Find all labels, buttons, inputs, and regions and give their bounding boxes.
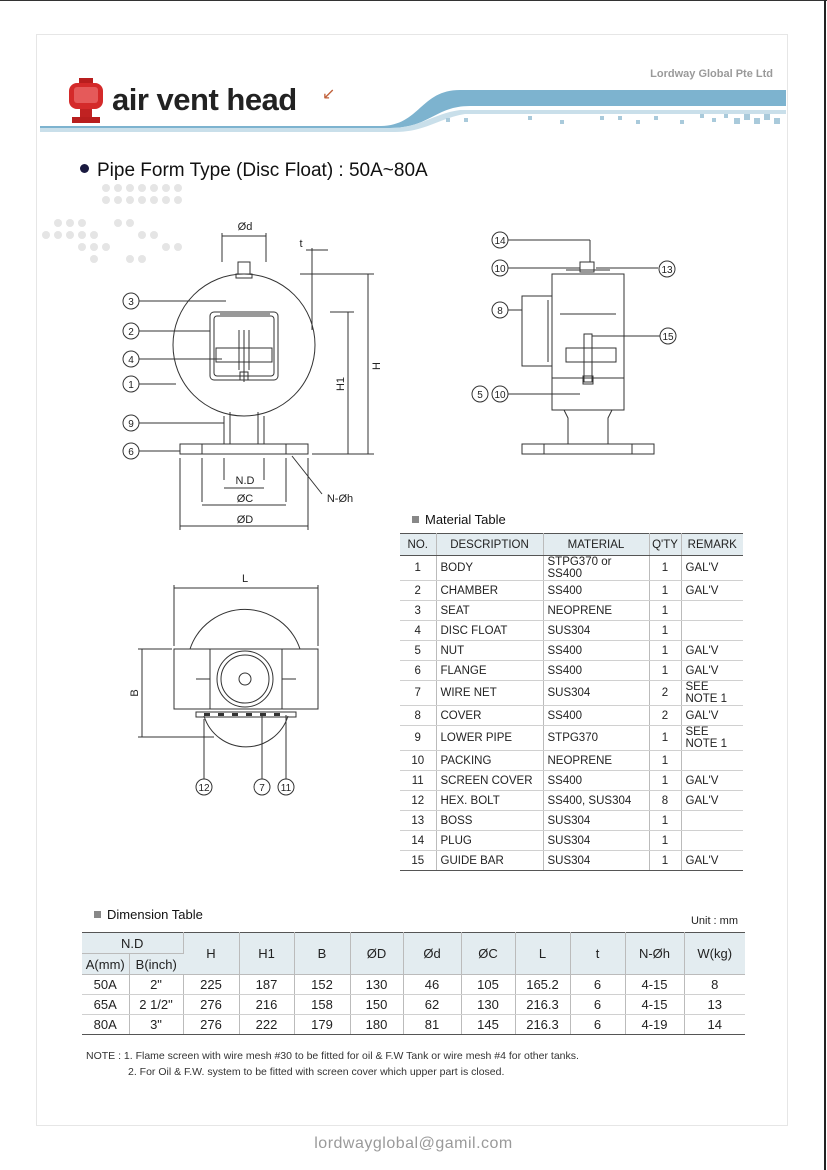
dimension-table-cell: 14: [684, 1015, 745, 1035]
material-table-cell: 5: [400, 641, 436, 661]
material-table-cell: NEOPRENE: [543, 751, 649, 771]
material-table-cell: GUIDE BAR: [436, 851, 543, 871]
dim-label-t: t: [299, 238, 303, 250]
header-h1: H1: [239, 933, 294, 975]
material-table-row: [400, 791, 743, 811]
material-table-cell: STPG370: [543, 726, 649, 751]
material-table-cell: 8: [649, 791, 681, 811]
front-callout-9: 9: [128, 419, 134, 430]
top-callout-7: 7: [259, 783, 265, 794]
material-table-cell: COVER: [436, 706, 543, 726]
dimension-table-title-text: Dimension Table: [107, 907, 203, 922]
side-view-callouts: [472, 232, 676, 402]
dim-label-noh: N-Øh: [326, 493, 354, 505]
material-table-cell: SS400, SUS304: [543, 791, 649, 811]
material-table-cell: SCREEN COVER: [436, 771, 543, 791]
material-table-cell: SS400: [543, 771, 649, 791]
dimension-table-cell: 187: [239, 975, 294, 995]
dimension-table-cell: 165.2: [515, 975, 570, 995]
front-callout-4: 4: [128, 355, 134, 366]
material-table-cell: 13: [400, 811, 436, 831]
material-table-row: [400, 601, 743, 621]
dimension-table-cell: 276: [183, 1015, 239, 1035]
material-table-cell: 1: [649, 726, 681, 751]
header-b: B: [294, 933, 350, 975]
material-table-cell: 2: [649, 681, 681, 706]
material-table-cell: 1: [649, 751, 681, 771]
dimension-table-cell: 225: [183, 975, 239, 995]
header-nd: N.D: [82, 933, 183, 954]
header-b-inch: B(inch): [129, 954, 183, 975]
note-2: 2. For Oil & F.W. system to be fitted with screen cover which upper part is closed.: [128, 1066, 505, 1078]
material-table-cell: GAL'V: [681, 771, 743, 791]
material-table-cell: CHAMBER: [436, 581, 543, 601]
unit-label: Unit : mm: [690, 915, 738, 927]
material-table-cell: 1: [649, 621, 681, 641]
material-table-cell: HEX. BOLT: [436, 791, 543, 811]
front-callout-1: 1: [128, 380, 134, 391]
dimension-table-cell: 216.3: [515, 995, 570, 1015]
material-table-cell: FLANGE: [436, 661, 543, 681]
section-title-text: Pipe Form Type (Disc Float) : 50A~80A: [97, 160, 428, 181]
material-table-cell: 1: [649, 771, 681, 791]
material-table-row: [400, 726, 743, 751]
material-table-row: [400, 831, 743, 851]
material-table-row: [400, 751, 743, 771]
dimension-table-cell: 130: [350, 975, 403, 995]
arrow-icon: ↙: [322, 86, 336, 103]
material-table-cell: SEE NOTE 1: [681, 681, 743, 706]
material-table-body: [400, 556, 743, 871]
dimension-table-cell: 4-15: [625, 975, 684, 995]
dimension-table-body: [82, 975, 745, 1035]
header-l: L: [515, 933, 570, 975]
dimension-table-cell: 6: [570, 995, 625, 1015]
dim-label-od-small: Ød: [237, 221, 253, 233]
material-table-cell: [681, 621, 743, 641]
material-table-row: [400, 771, 743, 791]
material-table-cell: 4: [400, 621, 436, 641]
material-table-cell: 10: [400, 751, 436, 771]
dim-label-oc: ØC: [236, 493, 254, 505]
dim-label-b: B: [129, 689, 141, 697]
material-table-cell: 6: [400, 661, 436, 681]
header-a-mm: A(mm): [82, 954, 129, 975]
dimension-table-cell: 80A: [82, 1015, 129, 1035]
material-table-cell: [681, 601, 743, 621]
material-table-cell: WIRE NET: [436, 681, 543, 706]
material-table-cell: SS400: [543, 706, 649, 726]
material-table-cell: SS400: [543, 661, 649, 681]
dimension-table-row: [82, 1015, 745, 1035]
material-table-cell: NEOPRENE: [543, 601, 649, 621]
dimension-table-cell: 145: [461, 1015, 515, 1035]
material-table-cell: BOSS: [436, 811, 543, 831]
material-table-cell: GAL'V: [681, 556, 743, 581]
dim-label-nd: N.D: [235, 475, 255, 487]
dimension-table-cell: 158: [294, 995, 350, 1015]
material-table-row: [400, 641, 743, 661]
dimension-table-cell: 222: [239, 1015, 294, 1035]
material-table-row: [400, 851, 743, 871]
header-t: t: [570, 933, 625, 975]
front-callout-6: 6: [128, 447, 134, 458]
side-view-drawing: [508, 240, 660, 454]
material-table-row: [400, 621, 743, 641]
header-material: MATERIAL: [543, 534, 649, 556]
dim-label-h: H: [371, 362, 383, 370]
material-table-cell: PLUG: [436, 831, 543, 851]
front-callout-3: 3: [128, 297, 134, 308]
material-table-cell: 7: [400, 681, 436, 706]
material-table-cell: SUS304: [543, 831, 649, 851]
header-od-small: Ød: [403, 933, 461, 975]
company-name: Lordway Global Pte Ltd: [650, 68, 773, 80]
dimension-table-cell: 2": [129, 975, 183, 995]
material-table-cell: STPG370 or SS400: [543, 556, 649, 581]
material-table-cell: 1: [649, 556, 681, 581]
dimension-table-cell: 6: [570, 1015, 625, 1035]
dimension-table-cell: 4-19: [625, 1015, 684, 1035]
material-table-cell: SEAT: [436, 601, 543, 621]
dimension-table-cell: 276: [183, 995, 239, 1015]
material-table-cell: GAL'V: [681, 706, 743, 726]
dimension-table-cell: 150: [350, 995, 403, 1015]
material-table-row: [400, 661, 743, 681]
material-table-cell: GAL'V: [681, 791, 743, 811]
material-table-cell: PACKING: [436, 751, 543, 771]
square-bullet-icon: [412, 516, 419, 523]
footer-email: lordwayglobal@gamil.com: [314, 1135, 513, 1152]
material-table-cell: SUS304: [543, 811, 649, 831]
dimension-table-cell: 46: [403, 975, 461, 995]
dimension-table-cell: 216: [239, 995, 294, 1015]
material-table-header-row: [400, 534, 743, 556]
side-callout-14: 14: [494, 236, 506, 247]
dimension-table-cell: 130: [461, 995, 515, 1015]
header-no: NO.: [400, 534, 436, 556]
header-oc: ØC: [461, 933, 515, 975]
material-table-cell: GAL'V: [681, 581, 743, 601]
header-h: H: [183, 933, 239, 975]
front-callout-2: 2: [128, 327, 134, 338]
dimension-table-cell: 81: [403, 1015, 461, 1035]
dimension-table-title: [94, 907, 203, 922]
top-view-screen-marks: [204, 713, 280, 716]
material-table-cell: 2: [649, 706, 681, 726]
dimension-table-cell: 8: [684, 975, 745, 995]
material-table-cell: 3: [400, 601, 436, 621]
material-table-cell: NUT: [436, 641, 543, 661]
dimension-header-row-1: [82, 933, 745, 954]
note-1: NOTE : 1. Flame screen with wire mesh #30 to be fitted for oil & F.W Tank or wire mesh #4 for other tanks.: [86, 1050, 579, 1062]
dimension-table-cell: 62: [403, 995, 461, 1015]
material-table: [400, 533, 743, 871]
notes-block: [86, 1048, 579, 1080]
dimension-table-cell: 13: [684, 995, 745, 1015]
material-table-cell: [681, 831, 743, 851]
material-table-row: [400, 811, 743, 831]
dimension-table-cell: 3": [129, 1015, 183, 1035]
dimension-table-cell: 105: [461, 975, 515, 995]
dimension-table-cell: 4-15: [625, 995, 684, 1015]
dimension-table-cell: 6: [570, 975, 625, 995]
dimension-table-cell: 180: [350, 1015, 403, 1035]
square-bullet-icon: [94, 911, 101, 918]
dim-label-l: L: [241, 573, 249, 585]
header-qty: Q'TY: [649, 534, 681, 556]
header-description: DESCRIPTION: [436, 534, 543, 556]
material-table-cell: 11: [400, 771, 436, 791]
material-table-cell: 1: [649, 851, 681, 871]
material-table-cell: LOWER PIPE: [436, 726, 543, 751]
dimension-table-cell: 2 1/2": [129, 995, 183, 1015]
top-view-drawing: [138, 585, 318, 779]
material-table-cell: 1: [400, 556, 436, 581]
side-callout-15: 15: [662, 332, 674, 343]
dimension-table-cell: 50A: [82, 975, 129, 995]
material-table-cell: 1: [649, 601, 681, 621]
material-table-cell: [681, 751, 743, 771]
material-table-cell: BODY: [436, 556, 543, 581]
material-table-cell: GAL'V: [681, 661, 743, 681]
material-table-row: [400, 706, 743, 726]
material-table-row: [400, 556, 743, 581]
material-table-cell: GAL'V: [681, 851, 743, 871]
top-view-callouts: [196, 779, 294, 795]
dimension-table-cell: 65A: [82, 995, 129, 1015]
dimension-table: [82, 932, 745, 1035]
material-table-cell: SUS304: [543, 621, 649, 641]
material-table-cell: DISC FLOAT: [436, 621, 543, 641]
dim-label-h1: H1: [335, 376, 347, 392]
side-callout-13: 13: [661, 265, 673, 276]
material-table-title-text: Material Table: [425, 512, 506, 527]
side-callout-5: 5: [477, 390, 483, 401]
side-callout-10-bottom: 10: [494, 390, 506, 401]
header-weight: W(kg): [684, 933, 745, 975]
top-callout-12: 12: [198, 783, 210, 794]
material-table-cell: 2: [400, 581, 436, 601]
header-od-large: ØD: [350, 933, 403, 975]
material-table-cell: SUS304: [543, 851, 649, 871]
material-table-row: [400, 581, 743, 601]
dimension-table-cell: 179: [294, 1015, 350, 1035]
material-table-cell: 1: [649, 831, 681, 851]
material-table-cell: 14: [400, 831, 436, 851]
material-table-cell: 12: [400, 791, 436, 811]
material-table-cell: 1: [649, 641, 681, 661]
dim-label-od-large: ØD: [236, 514, 254, 526]
dimension-table-cell: 152: [294, 975, 350, 995]
side-callout-8: 8: [497, 306, 503, 317]
dimension-table-cell: 216.3: [515, 1015, 570, 1035]
material-table-cell: 1: [649, 581, 681, 601]
material-table-title: [412, 512, 506, 527]
material-table-cell: 8: [400, 706, 436, 726]
top-callout-11: 11: [280, 783, 292, 794]
material-table-cell: SS400: [543, 641, 649, 661]
material-table-cell: 1: [649, 811, 681, 831]
material-table-cell: GAL'V: [681, 641, 743, 661]
page-title: air vent head: [112, 82, 297, 117]
material-table-row: [400, 681, 743, 706]
header-noh: N-Øh: [625, 933, 684, 975]
material-table-cell: 9: [400, 726, 436, 751]
material-table-cell: 15: [400, 851, 436, 871]
dimension-table-row: [82, 995, 745, 1015]
material-table-cell: 1: [649, 661, 681, 681]
dimension-table-row: [82, 975, 745, 995]
material-table-cell: SUS304: [543, 681, 649, 706]
side-callout-10-top: 10: [494, 264, 506, 275]
material-table-cell: SEE NOTE 1: [681, 726, 743, 751]
front-view-callouts: [123, 293, 139, 459]
material-table-cell: [681, 811, 743, 831]
header-remark: REMARK: [681, 534, 743, 556]
material-table-cell: SS400: [543, 581, 649, 601]
